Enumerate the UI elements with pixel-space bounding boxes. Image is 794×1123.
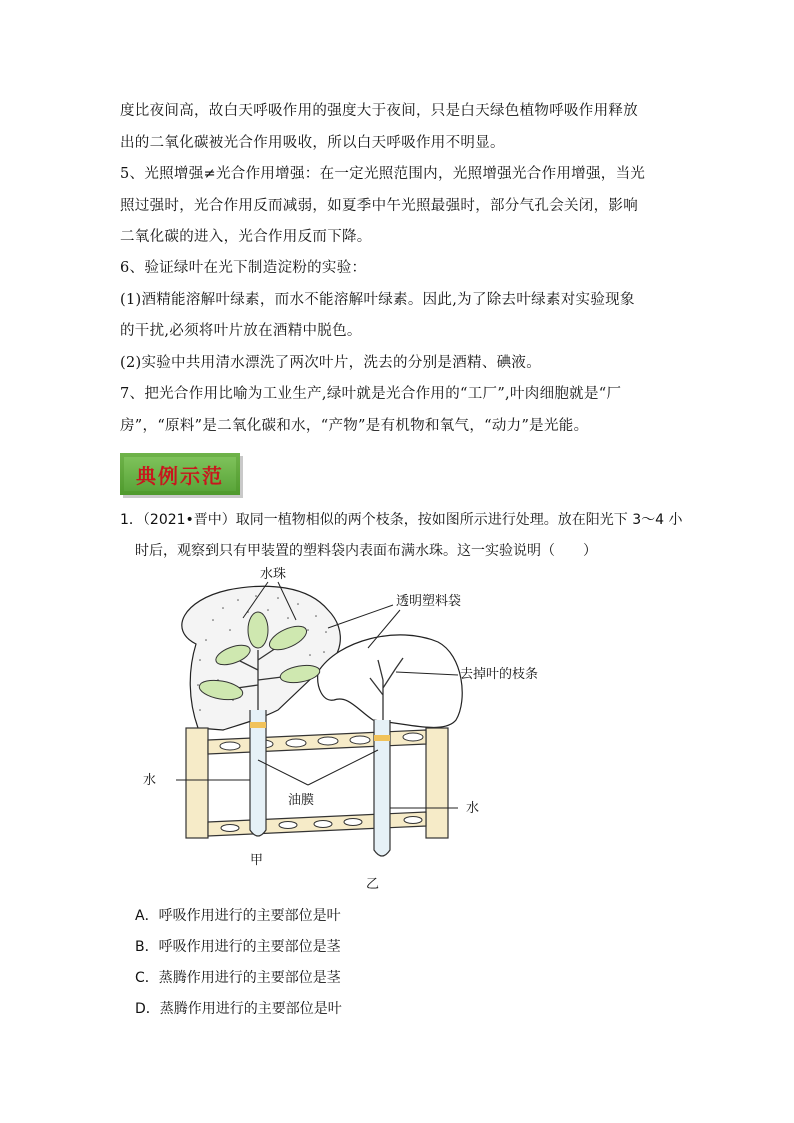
label-water-drops: 水珠 — [260, 567, 287, 582]
paragraph-respiration — [120, 96, 680, 159]
label-oil-film: 油膜 — [288, 793, 315, 808]
paragraph-point-7 — [120, 379, 680, 442]
text-line: 出的二氧化碳被光合作用吸收，所以白天呼吸作用不明显。 — [120, 134, 505, 151]
question-stem — [120, 505, 690, 567]
text-line: 房”，“原料”是二氧化碳和水，“产物”是有机物和氧气，“动力”是光能。 — [120, 417, 589, 434]
text-line: 的干扰,必须将叶片放在酒精中脱色。 — [120, 323, 362, 339]
text-line: 7、把光合作用比喻为工业生产,绿叶就是光合作用的“工厂”,叶肉细胞就是“厂 — [120, 386, 622, 402]
text-line: 5、光照增强≠光合作用增强：在一定光照范围内，光照增强光合作用增强，当光 — [120, 166, 646, 182]
test-tube-right — [374, 720, 390, 856]
option-c[interactable]: C．蒸腾作用进行的主要部位是茎 — [135, 970, 341, 986]
test-tube-rack — [186, 728, 448, 838]
option-d[interactable]: D．蒸腾作用进行的主要部位是叶 — [135, 1001, 342, 1017]
question-line: 时后，观察到只有甲装置的塑料袋内表面布满水珠。这一实验说明（ ） — [135, 543, 597, 559]
text-line: 度比夜间高，故白天呼吸作用的强度大于夜间，只是白天绿色植物呼吸作用释放 — [120, 103, 638, 119]
label-water-right: 水 — [466, 801, 480, 816]
label-bare-branch: 去掉叶的枝条 — [460, 667, 539, 682]
option-b[interactable]: B．呼吸作用进行的主要部位是茎 — [135, 939, 341, 955]
test-tube-left — [250, 710, 266, 836]
section-title-badge — [120, 453, 240, 495]
label-water-left: 水 — [143, 773, 157, 788]
experiment-figure — [138, 560, 539, 900]
paragraph-point-6 — [120, 253, 680, 379]
section-title: 典例示范 — [136, 463, 224, 488]
text-line: (2)实验中共用清水漂洗了两次叶片，洗去的分别是酒精、碘液。 — [120, 354, 542, 371]
option-a[interactable]: A．呼吸作用进行的主要部位是叶 — [135, 908, 341, 924]
question-line: 1．（2021•晋中）取同一植物相似的两个枝条，按如图所示进行处理。放在阳光下 3～4 小 — [120, 512, 683, 528]
text-line: 6、验证绿叶在光下制造淀粉的实验： — [120, 260, 367, 276]
text-line: (1)酒精能溶解叶绿素，而水不能溶解叶绿素。因此,为了除去叶绿素对实验现象 — [120, 291, 635, 308]
label-yi: 乙 — [366, 877, 380, 892]
text-line: 照过强时，光合作用反而减弱，如夏季中午光照最强时，部分气孔会关闭，影响 — [120, 197, 638, 214]
label-plastic-bag: 透明塑料袋 — [396, 594, 462, 609]
label-jia: 甲 — [250, 853, 264, 868]
text-line: 二氧化碳的进入，光合作用反而下降。 — [120, 229, 372, 245]
paragraph-point-5 — [120, 159, 680, 254]
